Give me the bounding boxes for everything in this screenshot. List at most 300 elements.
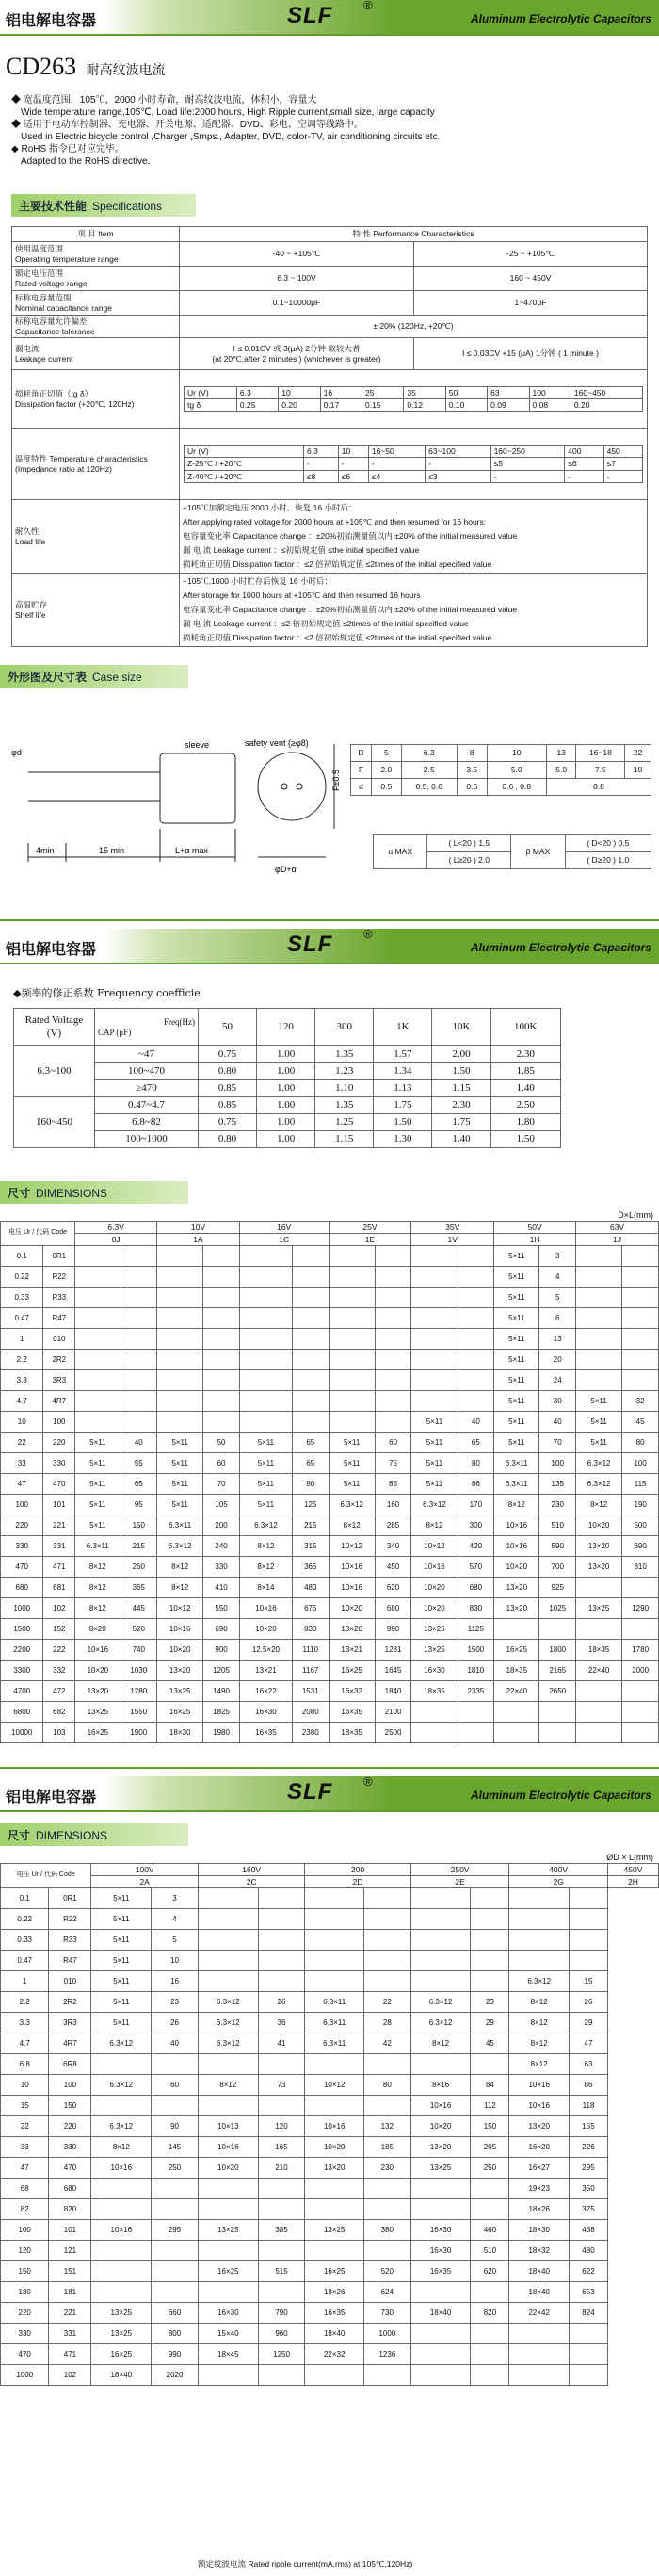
table-row — [1, 2075, 659, 2096]
page1-header — [0, 0, 659, 34]
capacitor-body — [160, 753, 235, 823]
ripple-cell — [375, 1246, 411, 1267]
header-title-cn: 铝电解电容器 — [6, 940, 97, 958]
ripple-cell: 240 — [203, 1536, 240, 1557]
cap-code-cell: 0R1 — [49, 1888, 91, 1909]
table-row — [1, 1909, 659, 1930]
size-cell: 10×20 — [494, 1557, 539, 1578]
freq-value-cell: ≥470 — [95, 1080, 199, 1097]
temp-value-cell: ≤8 — [303, 470, 338, 482]
ripple-cell — [152, 2054, 199, 2075]
voltage-code-head: 2G — [509, 1876, 608, 1888]
capacitance-cell: 33 — [1, 2137, 49, 2158]
ripple-cell — [622, 1681, 659, 1702]
ripple-cell: 50 — [203, 1433, 240, 1453]
voltage-code-head: 2H — [607, 1876, 658, 1888]
size-cell: 5×11 — [576, 1412, 622, 1433]
capacitance-cell: 470 — [1, 1557, 43, 1578]
voltage-head: 25V — [329, 1222, 411, 1234]
capacitance-cell: 3.3 — [1, 1370, 43, 1391]
ripple-cell: 125 — [293, 1495, 330, 1515]
size-cell — [198, 1951, 258, 1971]
ripple-cell: 85 — [375, 1474, 411, 1495]
table-row — [1, 1619, 659, 1640]
shelf-line: 电容量变化率 Capacitance change ：±20%初始测量值以内 ±20% of the initial measured value — [183, 605, 518, 614]
capacitance-cell: 0.33 — [1, 1930, 49, 1951]
size-cell: 16×25 — [494, 1640, 539, 1661]
ripple-cell: 680 — [375, 1598, 411, 1619]
size-cell — [509, 1888, 570, 1909]
case-dim-cell: 7.5 — [576, 762, 625, 779]
size-cell: 5×11 — [91, 1992, 152, 2013]
dim-tag-cn: 尺寸 — [8, 1829, 31, 1842]
size-cell — [91, 2199, 152, 2220]
freq-value-cell: 1.35 — [315, 1046, 374, 1063]
case-dim-cell: 2.0 — [372, 762, 402, 779]
size-cell: 13×20 — [75, 1681, 121, 1702]
voltage-code-head: 1C — [239, 1234, 329, 1246]
brand-logo: SLF — [287, 3, 333, 28]
ripple-cell: 16 — [152, 1971, 199, 1992]
freq-value-cell: 1.23 — [315, 1063, 374, 1080]
size-cell: 13×20 — [157, 1661, 203, 1681]
size-cell — [239, 1412, 292, 1433]
freq-value-cell: 1.35 — [315, 1097, 374, 1114]
lead-dia-label: φd — [11, 748, 22, 757]
ripple-cell: 60 — [203, 1453, 240, 1474]
spec-label: 漏电流 Leakage current — [12, 338, 180, 370]
size-cell: 5×11 — [91, 1971, 152, 1992]
freq-value-cell: 0.85 — [199, 1080, 257, 1097]
size-cell: 16×20 — [509, 2137, 570, 2158]
ripple-cell — [622, 1702, 659, 1723]
size-cell: 5×11 — [494, 1246, 539, 1267]
page-separator — [0, 1767, 659, 1769]
ripple-cell — [471, 1971, 509, 1992]
size-cell: 13×25 — [410, 2158, 471, 2179]
cap-code-cell: 330 — [49, 2137, 91, 2158]
ripple-cell: 420 — [458, 1536, 494, 1557]
corner-cell: 电压 Ur / 代码 Code — [1, 1222, 75, 1246]
ripple-cell — [121, 1370, 157, 1391]
size-cell: 13×25 — [91, 2303, 152, 2324]
size-cell — [410, 2054, 471, 2075]
temp-value-cell: ≤6 — [338, 470, 368, 482]
ripple-cell: 990 — [152, 2344, 199, 2365]
freq-col: 100K — [490, 1009, 560, 1046]
ripple-cell: 60 — [375, 1433, 411, 1453]
temp-value-cell: ≤3 — [426, 470, 490, 482]
ripple-cell — [203, 1267, 240, 1288]
size-cell — [157, 1267, 203, 1288]
freq-value-cell: 1.75 — [374, 1097, 432, 1114]
ripple-cell: 295 — [152, 2220, 199, 2241]
size-cell: 10×12 — [411, 1536, 458, 1557]
size-cell: 5×11 — [75, 1433, 121, 1453]
freq-head-rv: Rated Voltage (V) — [14, 1009, 95, 1046]
tan-head-cell: 35 — [404, 386, 445, 398]
ripple-cell — [363, 2241, 410, 2261]
size-cell: 10×20 — [411, 1578, 458, 1598]
ripple-cell: 675 — [293, 1598, 330, 1619]
cap-code-cell: 4R7 — [49, 2033, 91, 2054]
ripple-cell: 65 — [293, 1433, 330, 1453]
model-number: CD263 — [6, 53, 77, 80]
case-dim-cell: 8 — [457, 745, 487, 762]
ripple-cell — [363, 1930, 410, 1951]
freq-value-cell: 1.00 — [257, 1131, 315, 1148]
freq-value-cell: 0.47~4.7 — [95, 1097, 199, 1114]
size-cell: 12.5×20 — [239, 1640, 292, 1661]
freq-value-cell: 0.80 — [199, 1131, 257, 1148]
size-cell: 16×25 — [75, 1723, 121, 1743]
size-cell: 10×12 — [305, 2075, 364, 2096]
voltage-code-head: 2D — [305, 1876, 410, 1888]
table-row — [1, 1578, 659, 1598]
ripple-cell — [622, 1350, 659, 1370]
size-cell: 6.3×12 — [410, 2013, 471, 2033]
alpha-label: α MAX — [374, 835, 427, 869]
ripple-cell: 800 — [152, 2324, 199, 2344]
ripple-cell: 1550 — [121, 1702, 157, 1723]
ripple-cell: 1490 — [203, 1681, 240, 1702]
temp-head-cell: 16~50 — [368, 446, 425, 458]
size-cell: 13×25 — [75, 1702, 121, 1723]
ripple-cell: 350 — [570, 2179, 608, 2199]
size-cell: 10×16 — [157, 1619, 203, 1640]
table-row — [1, 1350, 659, 1370]
capacitance-cell: 10000 — [1, 1723, 43, 1743]
case-dim-cell: 0.8 — [546, 779, 651, 796]
ripple-cell — [375, 1412, 411, 1433]
alpha-value: ( L≥20 ) 2.0 — [427, 852, 511, 869]
case-dim-table — [350, 744, 651, 796]
capacitance-cell: 2200 — [1, 1640, 43, 1661]
size-cell — [198, 1971, 258, 1992]
table-row — [1, 2179, 659, 2199]
size-cell — [509, 1951, 570, 1971]
ripple-cell: 215 — [121, 1536, 157, 1557]
ripple-cell: 205 — [471, 2137, 509, 2158]
size-cell: 16×35 — [410, 2261, 471, 2282]
size-cell: 16×25 — [305, 2261, 364, 2282]
tan-value-cell: 0.09 — [488, 399, 529, 412]
ripple-cell — [258, 1951, 305, 1971]
temp-value-cell: - — [338, 458, 368, 470]
temp-head-cell: 160~250 — [490, 446, 565, 458]
ripple-cell — [458, 1702, 494, 1723]
dimensions-table-high-v — [0, 1863, 659, 2386]
freq-row — [14, 1114, 561, 1131]
capacitance-cell: 47 — [1, 1474, 43, 1495]
ripple-cell: 115 — [622, 1474, 659, 1495]
ripple-cell — [258, 2179, 305, 2199]
size-cell: 16×30 — [239, 1702, 292, 1723]
size-cell: 5×11 — [239, 1453, 292, 1474]
ripple-cell: 1205 — [203, 1661, 240, 1681]
ripple-cell: 2380 — [293, 1723, 330, 1743]
ripple-cell: 620 — [471, 2261, 509, 2282]
ripple-cell: 80 — [622, 1433, 659, 1453]
alpha-value: ( L<20 ) 1.5 — [427, 835, 511, 852]
feature-line: Adapted to the RoHS directive. — [21, 156, 151, 167]
ripple-cell — [622, 1578, 659, 1598]
size-cell: 22×42 — [509, 2303, 570, 2324]
capacitance-cell: 2.2 — [1, 1350, 43, 1370]
ripple-cell: 830 — [293, 1619, 330, 1640]
ripple-cell: 622 — [570, 2261, 608, 2282]
ripple-cell — [203, 1246, 240, 1267]
cap-code-cell: 101 — [43, 1495, 75, 1515]
size-cell: 8×12 — [494, 1495, 539, 1515]
spec-section-tag — [11, 194, 196, 217]
cap-code-cell: 682 — [43, 1702, 75, 1723]
table-row — [1, 2324, 659, 2344]
size-cell: 6.3×11 — [305, 2033, 364, 2054]
ripple-cell: 29 — [570, 2013, 608, 2033]
tan-value-cell: 0.10 — [445, 399, 487, 412]
size-cell: 5×11 — [91, 1951, 152, 1971]
cap-code-cell: 4R7 — [43, 1391, 75, 1412]
tan-head-cell: 63 — [488, 386, 529, 398]
size-cell — [198, 2199, 258, 2220]
size-cell: 18×40 — [305, 2324, 364, 2344]
size-cell: 8×14 — [239, 1578, 292, 1598]
case-tag-cn: 外形图及尺寸表 — [8, 671, 88, 684]
table-row — [1, 2344, 659, 2365]
ripple-cell — [363, 1951, 410, 1971]
ripple-cell: 365 — [293, 1557, 330, 1578]
shelf-line: +105℃,1000 小时贮存后恢复 16 小时后： — [183, 576, 332, 586]
ripple-cell — [203, 1308, 240, 1329]
size-cell: 10×16 — [509, 2096, 570, 2116]
capacitance-cell: 3300 — [1, 1661, 43, 1681]
table-row — [1, 2137, 659, 2158]
size-cell: 18×30 — [157, 1723, 203, 1743]
ripple-cell: 75 — [375, 1453, 411, 1474]
case-dim-cell: D — [351, 745, 372, 762]
ripple-cell: 315 — [293, 1536, 330, 1557]
freq-value-cell: 1.40 — [432, 1131, 490, 1148]
ripple-cell: 300 — [458, 1515, 494, 1536]
ripple-cell: 520 — [121, 1619, 157, 1640]
size-cell: 19×23 — [509, 2179, 570, 2199]
ripple-cell — [121, 1246, 157, 1267]
spec-label: 使用温度范围 Operating temperature range — [12, 242, 180, 267]
capacitance-cell: 10 — [1, 2075, 49, 2096]
ripple-cell — [363, 2199, 410, 2220]
ripple-cell — [203, 1329, 240, 1350]
capacitance-cell: 0.22 — [1, 1267, 43, 1288]
size-cell — [329, 1329, 375, 1350]
capacitance-cell: 180 — [1, 2282, 49, 2303]
size-cell — [157, 1329, 203, 1350]
ripple-cell: 40 — [121, 1433, 157, 1453]
freq-voltage-cell: 6.3~100 — [14, 1046, 95, 1097]
feature-line: ◆ 宽温度范围，105℃，2000 小时寿命，耐高纹波电流，体积小，容量大 — [11, 95, 317, 105]
ripple-cell: 624 — [363, 2282, 410, 2303]
size-cell: 16×30 — [410, 2220, 471, 2241]
temp-value-cell: Z-40℃ / +20℃ — [185, 470, 304, 482]
header-divider — [0, 963, 659, 964]
case-dim-cell: 0.5 — [372, 779, 402, 796]
size-cell — [410, 2179, 471, 2199]
size-cell — [305, 1951, 364, 1971]
size-cell — [410, 2365, 471, 2386]
freq-head-diag — [95, 1009, 199, 1046]
size-cell: 5×11 — [411, 1412, 458, 1433]
size-cell: 10×16 — [494, 1515, 539, 1536]
size-cell — [509, 2324, 570, 2344]
ripple-cell — [570, 2344, 608, 2365]
ripple-cell: 680 — [458, 1578, 494, 1598]
spec-value: ± 20% (120Hz, +20℃) — [180, 316, 648, 338]
cap-code-cell: 2R2 — [43, 1350, 75, 1370]
capacitance-cell: 47 — [1, 2158, 49, 2179]
ripple-cell: 450 — [375, 1557, 411, 1578]
voltage-head: 160V — [198, 1864, 305, 1876]
size-cell: 10×16 — [494, 1536, 539, 1557]
size-cell — [75, 1412, 121, 1433]
ripple-cell — [363, 1888, 410, 1909]
ripple-cell — [258, 2365, 305, 2386]
size-cell: 13×20 — [576, 1557, 622, 1578]
ripple-cell — [375, 1391, 411, 1412]
size-cell: 22×40 — [576, 1661, 622, 1681]
size-cell — [75, 1288, 121, 1308]
cap-code-cell: 100 — [43, 1412, 75, 1433]
size-cell — [75, 1329, 121, 1350]
table-row — [1, 1598, 659, 1619]
cap-code-cell: R33 — [43, 1288, 75, 1308]
ripple-cell: 515 — [258, 2261, 305, 2282]
tan-head-cell: 10 — [279, 386, 320, 398]
size-cell: 10×20 — [411, 1598, 458, 1619]
freq-value-cell: 2.00 — [432, 1046, 490, 1063]
size-cell — [411, 1329, 458, 1350]
size-cell — [576, 1681, 622, 1702]
ripple-cell — [293, 1308, 330, 1329]
beta-value: ( D≥20 ) 1.0 — [565, 852, 651, 869]
capacitance-cell: 15 — [1, 2096, 49, 2116]
ripple-cell: 330 — [203, 1557, 240, 1578]
size-cell: 6.3×11 — [305, 2013, 364, 2033]
size-cell — [410, 2282, 471, 2303]
freq-value-cell: 100~470 — [95, 1063, 199, 1080]
size-cell: 5×11 — [157, 1474, 203, 1495]
cap-code-cell: 151 — [49, 2261, 91, 2282]
table-row — [1, 1971, 659, 1992]
size-cell: 6.3×12 — [411, 1495, 458, 1515]
load-life-text — [180, 500, 648, 574]
tan-head-cell: Ur (V) — [185, 386, 237, 398]
spec-head-perf: 特 性 Performance Characteristics — [180, 227, 648, 242]
ripple-cell: 1645 — [375, 1661, 411, 1681]
table-row — [1, 1370, 659, 1391]
capacitance-cell: 150 — [1, 2261, 49, 2282]
ripple-cell: 740 — [121, 1640, 157, 1661]
ripple-cell: 150 — [471, 2116, 509, 2137]
size-cell: 8×12 — [576, 1495, 622, 1515]
ripple-cell: 925 — [539, 1578, 576, 1598]
ripple-cell — [363, 1909, 410, 1930]
ripple-cell: 660 — [152, 2303, 199, 2324]
ripple-cell: 480 — [570, 2241, 608, 2261]
ripple-cell: 13 — [539, 1329, 576, 1350]
size-cell — [329, 1370, 375, 1391]
ripple-cell: 86 — [458, 1474, 494, 1495]
ripple-cell: 1025 — [539, 1598, 576, 1619]
freq-value-cell: 1.50 — [490, 1131, 560, 1148]
dimensions-table-low-v — [0, 1221, 659, 1743]
size-cell: 5×11 — [75, 1495, 121, 1515]
ripple-cell: 295 — [570, 2158, 608, 2179]
size-cell — [239, 1370, 292, 1391]
spec-tag-cn: 主要技术性能 — [19, 200, 88, 213]
ripple-cell: 1110 — [293, 1640, 330, 1661]
page2-header — [0, 929, 659, 963]
ripple-cell — [471, 2054, 509, 2075]
ripple-cell: 105 — [203, 1495, 240, 1515]
ripple-cell — [471, 2324, 509, 2344]
ripple-cell: 520 — [363, 2261, 410, 2282]
table-row — [1, 2054, 659, 2075]
size-cell: 6.3×12 — [91, 2033, 152, 2054]
feature-line: ◆ 适用于电动车控制器、充电器、开关电源、适配器、DVD、彩电、空调等线路中。 — [11, 120, 363, 130]
ripple-cell: 810 — [622, 1557, 659, 1578]
ripple-cell: 70 — [203, 1474, 240, 1495]
tan-head-cell: 16 — [320, 386, 362, 398]
size-cell: 5×11 — [576, 1433, 622, 1453]
ripple-cell: 365 — [121, 1578, 157, 1598]
ripple-cell: 86 — [570, 2075, 608, 2096]
shelf-life-text — [180, 574, 648, 647]
ripple-cell — [458, 1350, 494, 1370]
size-cell: 8×12 — [75, 1598, 121, 1619]
cap-code-cell: 2R2 — [49, 1992, 91, 2013]
size-cell: 6.3×12 — [91, 2116, 152, 2137]
ripple-cell: 250 — [152, 2158, 199, 2179]
size-cell: 10×16 — [509, 2075, 570, 2096]
ripple-cell: 480 — [293, 1578, 330, 1598]
ripple-cell: 28 — [363, 2013, 410, 2033]
ripple-cell: 26 — [258, 1992, 305, 2013]
ripple-cell — [258, 2282, 305, 2303]
size-cell: 5×11 — [329, 1433, 375, 1453]
size-cell — [305, 2096, 364, 2116]
table-row — [1, 2261, 659, 2282]
ripple-cell: 2020 — [152, 2365, 199, 2386]
size-cell: 10×16 — [305, 2116, 364, 2137]
size-cell — [410, 1971, 471, 1992]
temp-head-cell: 10 — [338, 446, 368, 458]
size-cell: 10×16 — [410, 2096, 471, 2116]
ripple-cell — [293, 1370, 330, 1391]
tan-value-cell: 0.08 — [529, 399, 571, 412]
ripple-cell: 1800 — [539, 1640, 576, 1661]
ripple-cell — [458, 1391, 494, 1412]
ripple-cell: 2335 — [458, 1681, 494, 1702]
voltage-code-head: 2E — [410, 1876, 509, 1888]
ripple-footnote: 额定纹波电流 Rated ripple current(mA,rms) at 105℃,120Hz) — [198, 2559, 413, 2568]
ripple-cell: 1290 — [622, 1598, 659, 1619]
size-cell — [305, 1930, 364, 1951]
size-cell — [305, 1971, 364, 1992]
spec-head-item: 项 目 Item — [12, 227, 180, 242]
size-cell: 8×12 — [75, 1578, 121, 1598]
voltage-head: 200 — [305, 1864, 410, 1876]
spec-value: 160 ~ 450V — [414, 267, 648, 291]
